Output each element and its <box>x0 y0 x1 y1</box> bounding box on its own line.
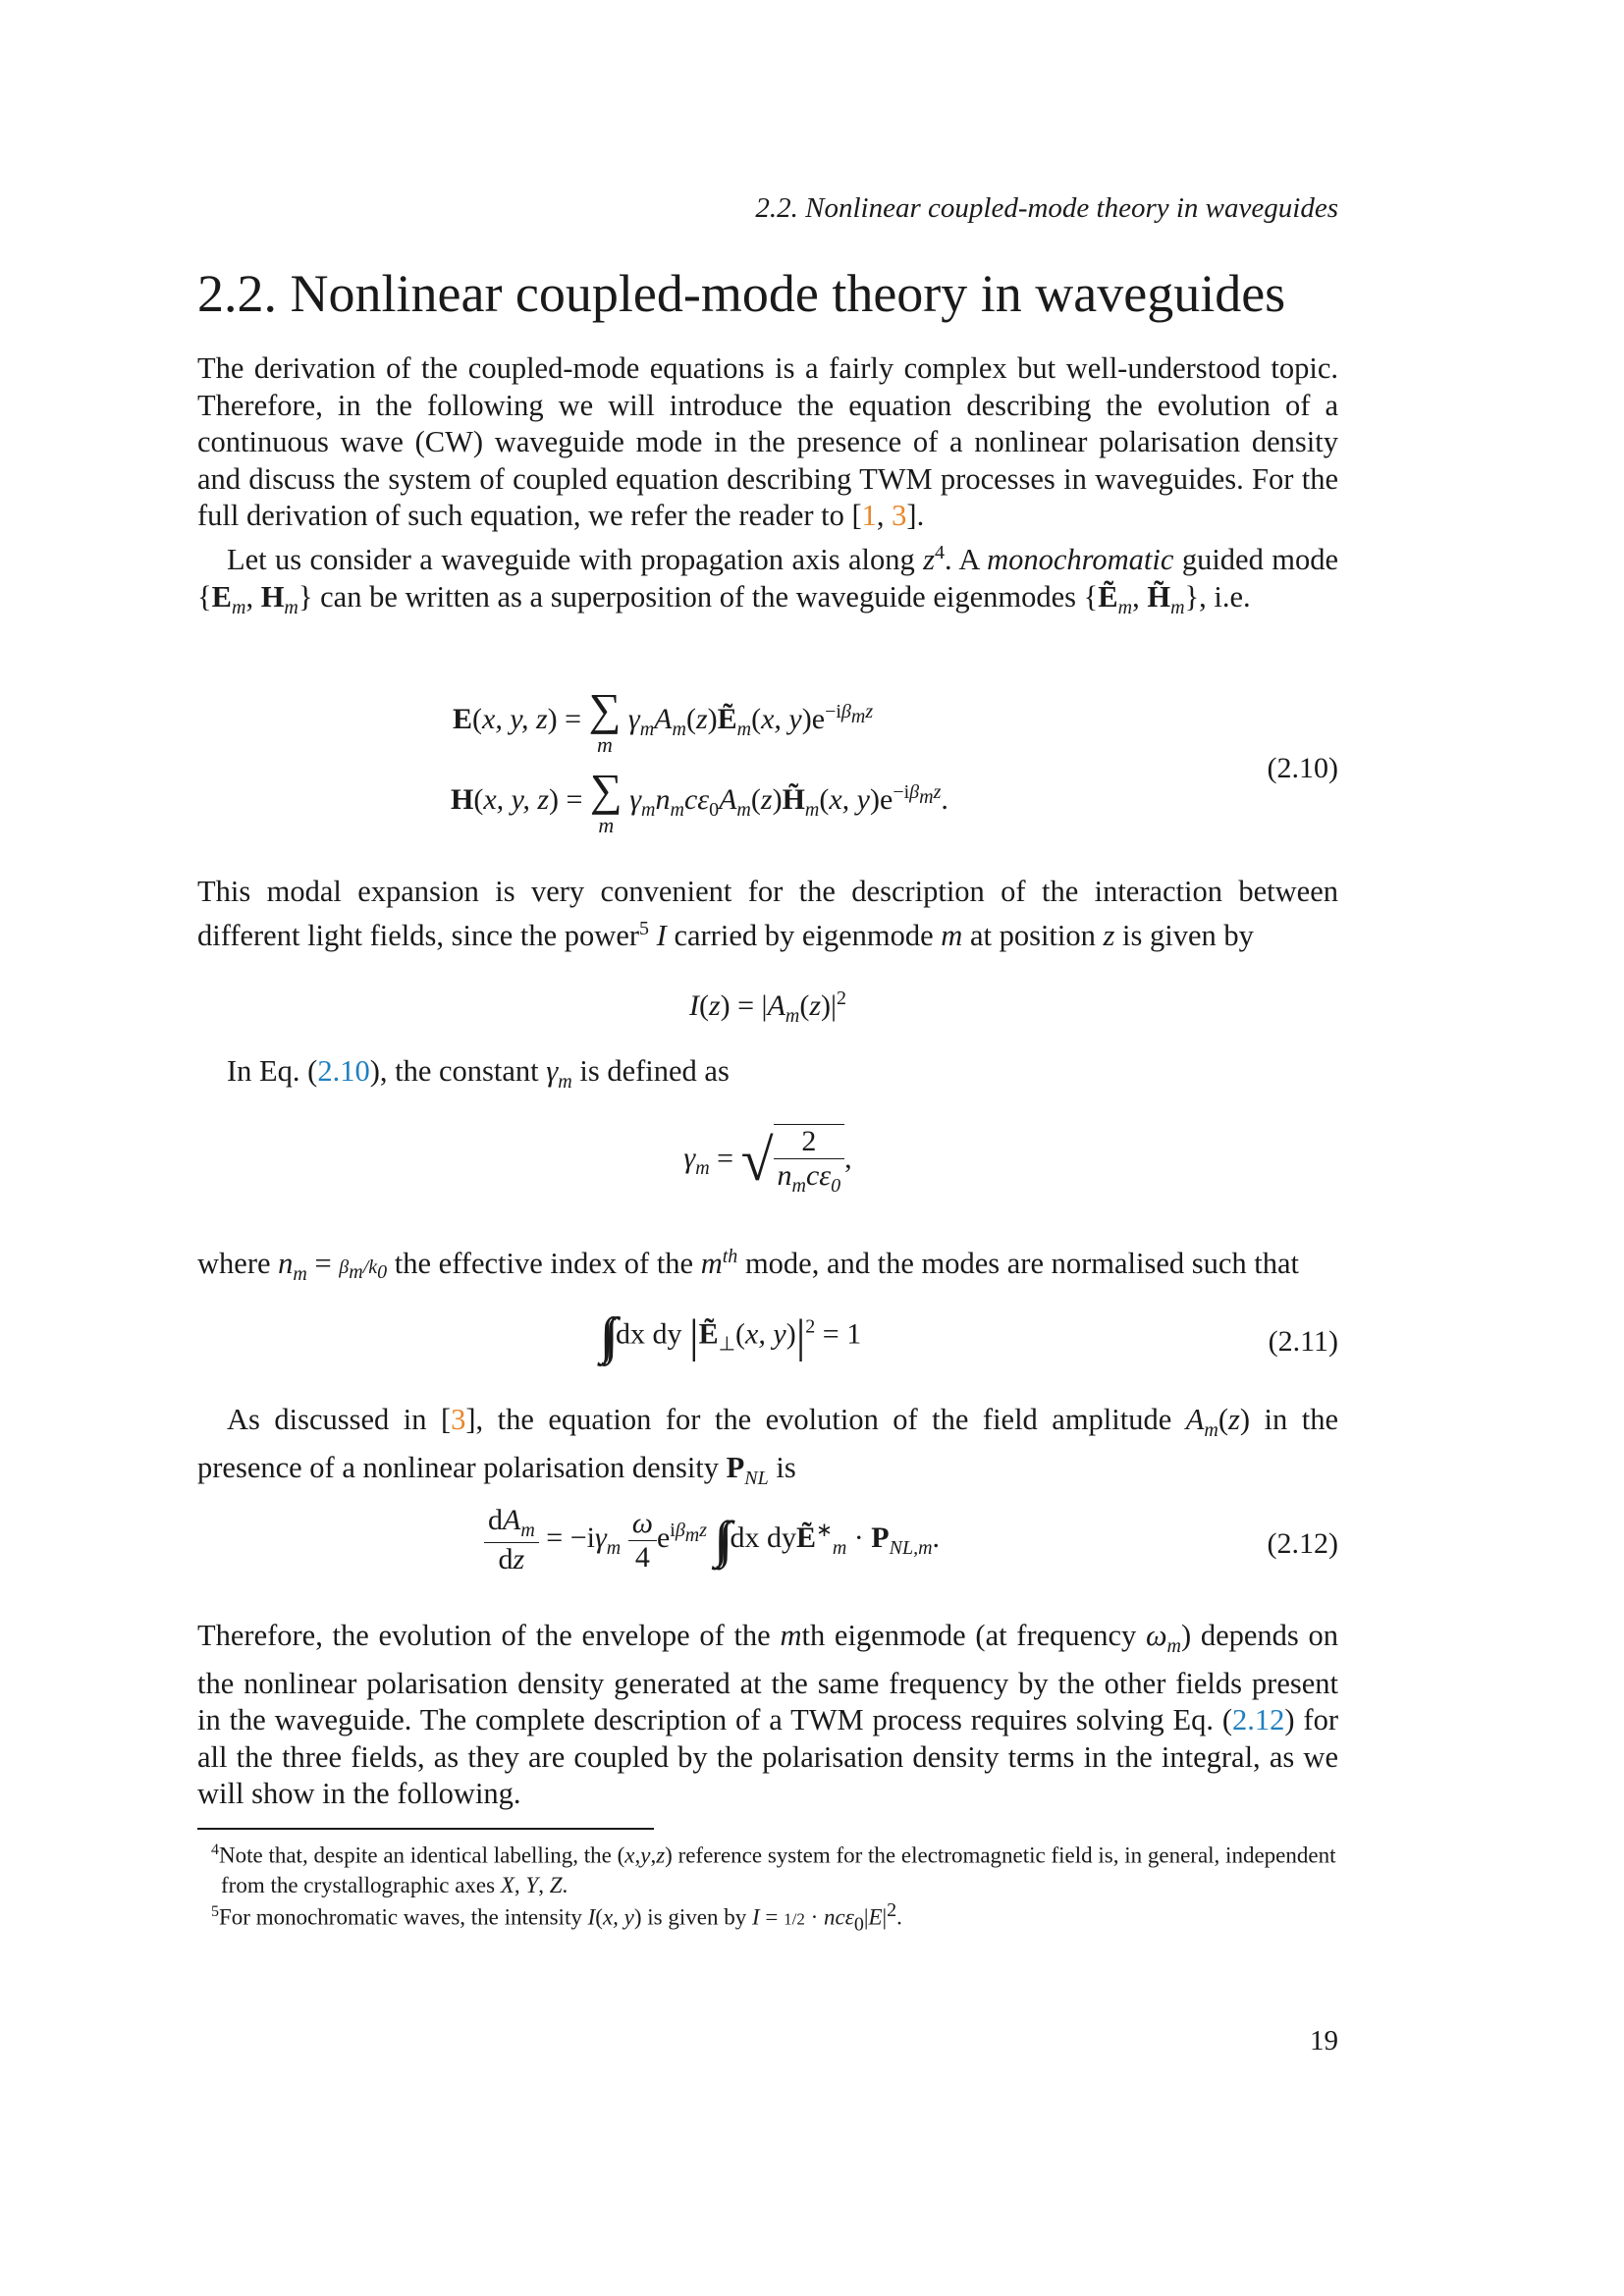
paragraph-constant: In Eq. (2.10), the constant $\gamma_m$ is defined as <box>227 1054 730 1094</box>
running-head: 2.2. Nonlinear coupled-mode theory in waveguides <box>755 192 1338 224</box>
paragraph-intro: The derivation of the coupled-mode equations is a fairly complex but well-understood topic. Therefore, in the following we will introduce the equation describing the evolution of a continuous wave (CW) waveguide mode in the presence of a nonlinear polarisation density and discuss the system of coupled equation describing TWM processes in waveguides. For the full derivation of such equation, we refer the reader to [1, 3]. <box>197 351 1338 532</box>
equation-number: (2.10) <box>1267 752 1338 784</box>
equation-2-11: ∫∫ dx dy |Ẽ$_\perp$(x, $y)|^2 = 1$ (2.11) <box>600 1308 1338 1364</box>
citation-link[interactable]: 3 <box>451 1403 466 1436</box>
footnote-mark[interactable]: 5 <box>639 917 650 939</box>
paragraph-evolution: As discussed in [3], the equation for the evolution of the field amplitude $A_m(z)$ in the presence of a nonlinear polarisation density $P_{NL}$ is <box>197 1403 1338 1489</box>
equation-number: (2.12) <box>1267 1527 1338 1560</box>
equation-line-h: H(x, y, z) = ∑ m $\gamma_mn_mc\varepsilon_0A_m(z)H̃_m(x$, $y)e^{-i\beta_mz}$. <box>451 765 948 837</box>
paragraph-twm: Therefore, the evolution of the envelope of the mth eigenmode (at frequency $\omega_m$) depends on the nonlinear polarisation density generated at the same frequency by the other fields present in the waveguide. The complete description of a TWM process requires solving Eq. (2.12) for all the three fields, as they are coupled by the polarisation density terms in the integral, as we will show in the following. <box>197 1619 1338 1811</box>
equation-ref-link[interactable]: 2.10 <box>317 1054 370 1088</box>
paragraph-waveguide: Let us consider a waveguide with propagation axis along $z^4$. A monochromatic guided mode {$E_m$, $H_m$} can be written as a superposition of the waveguide eigenmodes {Ẽ$_m$, $H̃_m$}, i.e. <box>197 542 1338 618</box>
equation-ref-link[interactable]: 2.12 <box>1232 1703 1285 1737</box>
equation-line-e: E(x, y, z) = ∑ m $\gamma_mA_m(z)Ẽ_m(x$, $y)e^{-i\beta_mz}$ <box>453 684 874 757</box>
citation-link[interactable]: 3 <box>892 499 907 532</box>
equation-number: (2.11) <box>1268 1325 1338 1358</box>
equation-2-10 <box>197 677 1338 844</box>
footnote-4: $^4$Note that, despite an identical labelling, the (x,y,z) reference system for the electromagnetic field is, in general, independent from the crystallographic axes X, Y, Z. <box>211 1842 1336 1897</box>
page-number: 19 <box>1310 2025 1338 2056</box>
paragraph-modal-expansion: This modal expansion is very convenient for the description of the interaction between different light fields, since the power$^5$ I carried by eigenmode m at position z is given by <box>197 875 1338 952</box>
paragraph-effective-index: where $n_m = \beta_m/k_0$ the effective index of the $m^{th}$ mode, and the modes are normalised such that <box>197 1246 1300 1286</box>
footnote-mark[interactable]: 4 <box>935 542 946 563</box>
footnote-rule <box>197 1828 654 1830</box>
equation-intensity: $I(z) = |A_m(z)|^2$ <box>688 988 847 1027</box>
footnote-5: $^5$For monochromatic waves, the intensity I(x, y) is given by $I = 1/2 \cdot nc\varepsilon_0|E|^2$. <box>211 1899 902 1936</box>
citation-link[interactable]: 1 <box>861 499 877 532</box>
section-title: 2.2. Nonlinear coupled-mode theory in waveguides <box>197 264 1286 323</box>
equation-2-12: $\frac{dA_m}{dz}$ = $-i\gamma_m$ $\frac{\omega}{4}$ $e^{i\beta_mz}$ ∫∫ dx dyẼ∗$_m$ · $P_{NL,m}$. (2.12) <box>197 1504 1338 1582</box>
equation-gamma: $\gamma_m$ = √ $\frac{2}{n_mc\varepsilon_0}$ , <box>683 1125 852 1197</box>
